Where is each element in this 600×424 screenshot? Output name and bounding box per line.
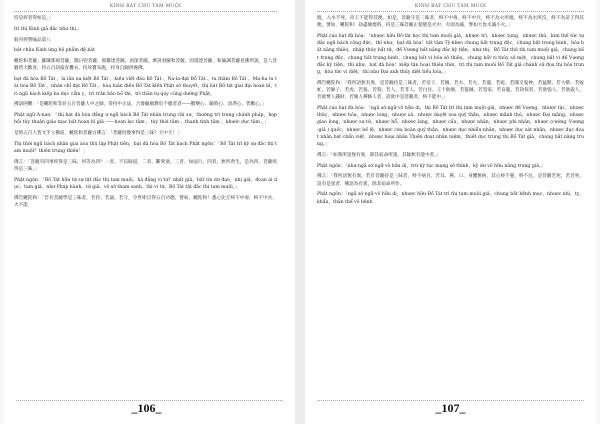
book-gutter [295, 0, 305, 424]
paragraph: bạt đà hòa Bồ Tát 、la lân na kiệt Bồ Tát 、kiều viết đâu Bồ Tát 、Na-la-đạt Bồ Tát 、tu thâm Bồ Tát 、Ma-ha tu tát hòa Bồ Tát 、nhân chỉ đạt Bồ Tát 、hòa luân điều Bồ Tát kiến Phật sở thuyết，thị bát Bồ-tát giai đại hoan hỉ，trì ngũ bách kiếp ba dục cẩm y，trì trân bảo bố thí，trì thân tự quy cúng dường Phật。 [14, 77, 277, 97]
chapter-title-transliteration: bát chủu Kinh ứng hộ phẩm đệ bát [14, 48, 95, 54]
paragraph: 佛語阿難：「是颰陀和等於五百菩薩人中之師，常持中正法，合會隨順教於不厭者者——歡樂心、隨時心、清淨心、皆歡心。」 [14, 102, 267, 108]
paragraph: Phật ngữ A-nan：「thị bạt đà hòa đẳng ư ngũ bách Bồ Tát nhân trung chi sư，thường trì trung chánh pháp，hợp hội tùy thuận giáo mạc bất hoan hỉ giả ——hoan lạc tâm 、tùy thời tâm 、thanh tịnh tâm 、khước dục tâm 。」 [14, 113, 277, 126]
paragraph: 佛告颰陀和：「我所語無有異，是菩薩持是三昧者，若帝王，若賊、若水、若火、若龍、若蛇、若閱叉鬼神、若猛獸、若大蟒、若蚊虻、若師子、若虎、若狼、若狗、若人、若非人、若白住。王十助師，若盜賊、若怨家、若盲龍、若劫掠者，若欲惱人、若欲殺人，若欲奪人錢財、若壞人禪修人者，設欲中是菩薩者，終不能中。」 [317, 80, 584, 101]
paragraph: Phật ngôn：「như ngã sở ngữ vô hữu dị，trừ kỳ túc mạng sở thỉnh，kỳ dư vô hữu năng trung giả。」 [317, 163, 546, 169]
paragraph: 颰陀和菩薩、羅隣那竭菩薩、憍曰兜菩薩、那羅達菩薩、須深菩薩、摩訶須薩和菩薩、因坻達菩薩、和倫調菩薩見佛所說，是八菩薩皆大歡喜，持五百劫波育疊衣，持珍寶布施，持身自歸供養佛。 [14, 59, 277, 72]
running-head: KINH BÁT CHU TAM MUỘI [317, 3, 584, 12]
page-number: _107_ [435, 401, 466, 415]
right-page [305, 0, 596, 424]
paragraph: 佛言：「我所語無有異。若有菩薩持是三昧者，終不病目，若耳、鼻、口、身體無病，其心終不憂，終不厄。是菩薩若死，若近死，設有是患者，佛語為有異，除其宿命所作。 [317, 174, 584, 187]
paragraph: 佛告颰陀和：「若有菩薩學是三昧者，若持、若誦、若守，令世即自得五百功德。譬如，颰陀和！悉心比丘終不中毒，終不中兵，火不能 [14, 195, 277, 209]
chapter-title: 般舟經譬喻品第八 [14, 37, 51, 43]
paragraph: 燒，入水不死，帝王不能得其便。如是，菩薩守是三昧者，終不中毒，終不中兵，終不為火所燒，終不為水所沒，終不為帝王得其便。譬如，颰陀和！劫盡壞燒時，持是三昧菩薩正使墮是火中，火即為滅，譬如大瓮水滅小火。」 [317, 16, 584, 29]
left-page [4, 0, 295, 424]
page-number: _106_ [131, 401, 162, 415]
paragraph: 佛言：「菩薩有四事疾得是三昧。何等為四？一者、不信餘道，二者、斷愛欲，三者、如法行，四者、無所貪生。是為四，菩薩疾得是三昧。」 [14, 159, 277, 173]
paragraph: Phật cáo bạt đà hòa：「ngã sở ngữ vô hữu dị，thị Bồ Tát trì thị tam muội giả，nhược đế Vương，nhược tặc，nhược thủy，nhược hỏa，nhược long，nhược xà，nhược duyệt xoa quỷ thần，nhược mãnh thú，nhược Đại mãng，nhược giao long，nhược sư tử，nhược hổ，nhược lang，nhược cẩu，nhược nhân，nhược phi nhân，nhược (cường -Vương -giả ) quốc，nhược bế lệ，nhược cưu hoàn quỷ thần，nhược dục nhiễu nhân，nhược dục sát nhân，nhược dục đoạt nhân bát chẩn việt，nhược hoại nhân Thiền đoạt nhân niệm，thiết dục trung thị Bồ Tát giả，chung bất năng trung。」 [317, 106, 584, 148]
paragraph: Thị thời ngũ bách nhân giai xoa thủ lập Phật tiền，bạt đà hòa Bồ Tát bạch Phật ngôn：「Bồ Tát trì kỷ sự đắc thị tam muội？thiên trung thiên！」 [14, 141, 277, 155]
paragraph: 是時五百人皆叉手立佛前，颰陀和菩薩白佛言：「菩薩持幾事得是三昧？天中天！」 [14, 131, 182, 137]
paragraph: Phật ngôn：「ngã sở ngữ vô hữu dị，nhược hữu Bồ Tát trì thị tam muội giả，chung bất bệnh mục，nhược nhĩ，tỵ，khẩu，thân thể vô bệnh [317, 192, 584, 205]
paragraph: 佛言：「如我所語無有異，除其宿命所請，其餘無有能中者。」 [317, 152, 442, 158]
running-head: KINH BÁT CHU TAM MUỘI [14, 3, 277, 12]
paragraph: Phật ngôn：「Bồ Tát hữu tứ sự tật đắc thị tam muội。hà đẳng vi tứ？nhất giả、bất tín dư đạo，nhị giả、đoạn ái dục，tam giả、như Pháp hành，tứ giả、vô sở tham sanh。thị vi tứ，Bồ Tát tật đắc thị tam muội。」 [14, 177, 277, 191]
paragraph: 持是經者得如是。」 [14, 16, 54, 21]
paragraph: Phật cáo bạt đà hòa：「nhược hữu Bồ-tát học thị tam muội giả，nhược trì，nhược tụng，nhược thủ，kim thế tức tự đắc ngũ bách công đức。thí như，bạt đà hòa！tất tâm Tỳ-kheo chung bất trung độc，chung bất trung binh，hỏa bất năng thiêu，nhập thủy bất tử，đế Vương bất năng đắc kỳ tiện。như thị，Bồ Tát thủ thị tam muội giả，chung bất trung độc，chung bất trung binh，chung bất vi hỏa sở thiêu，chung bất vi thủy sở một，chung bất vi đế Vương đắc kỳ tiện。thí như，bạt đà hòa！kiếp tận hoại thiêu thời，trì thị tam muội Bồ Tát giả chánh sử đọa thị hỏa trung，hỏa tức vi diệt，thí như Đại anh thủy diệt tiểu hỏa。」 [317, 34, 584, 76]
paragraph: trì thị Kinh giả đắc như thị.」 [14, 26, 82, 32]
